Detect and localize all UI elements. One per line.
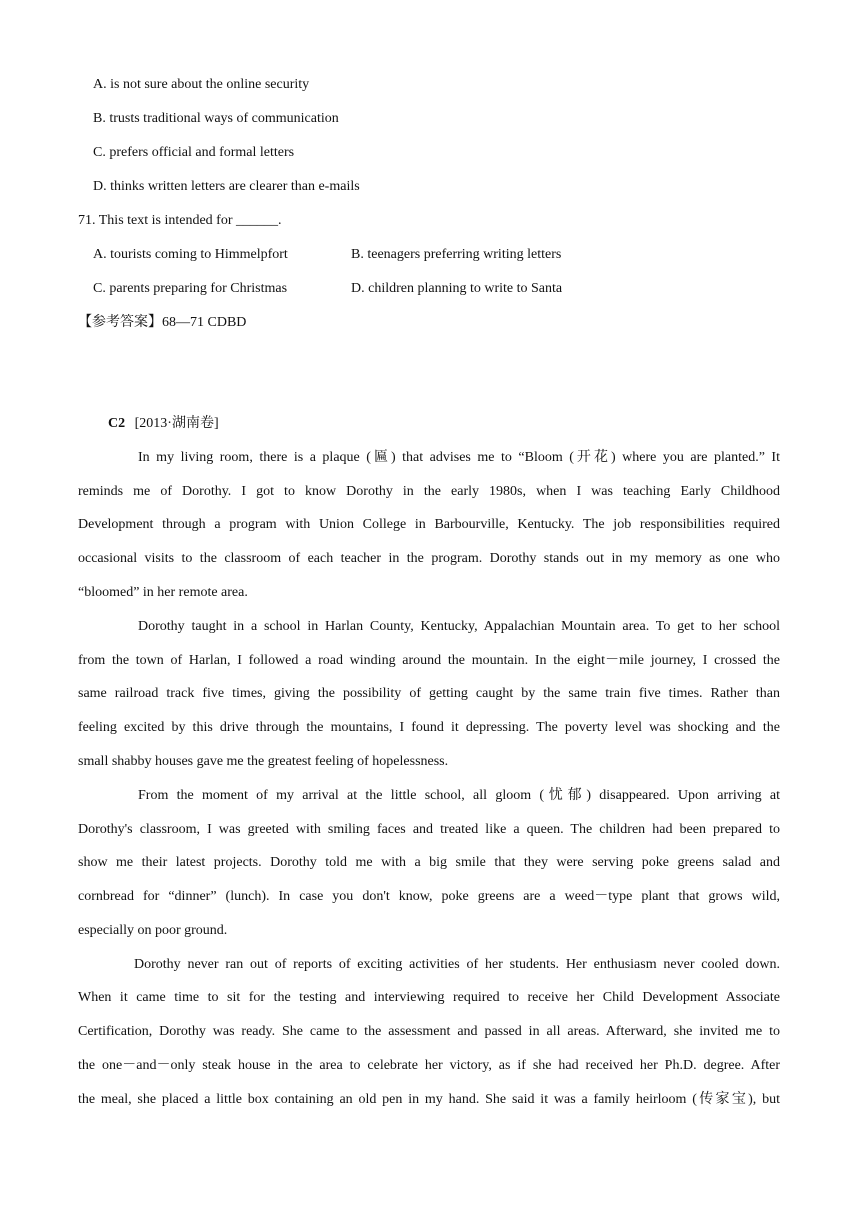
paragraph-2-line-5: small shabby houses gave me the greatest feeling of hopelessness. [78,754,449,769]
option-b: B. trusts traditional ways of communication [93,111,339,126]
option-c: C. prefers official and formal letters [93,145,295,160]
paragraph-1-line-2: reminds me of Dorothy. I got to know Dorothy in the early 1980s, when I was teaching Early Childhood [78,484,780,499]
option-a: A. is not sure about the online security [93,77,310,92]
paragraph-3-line-3: show me their latest projects. Dorothy told me with a big smile that they were serving poke greens salad and [78,855,780,870]
paragraph-3-line-2: Dorothy's classroom, I was greeted with smiling faces and treated like a queen. The children had been prepared to [78,822,780,837]
section-heading [108,414,219,434]
section-source: [2013·湖南卷] [134,416,219,431]
paragraph-4-line-5: the meal, she placed a little box containing an old pen in my hand. She said it was a family heirloom (传家宝), but [78,1092,780,1107]
paragraph-4-line-4: the one－and－only steak house in the area to celebrate her victory, as if she had received her Ph.D. degree. After [78,1058,780,1073]
paragraph-1-line-4: occasional visits to the classroom of each teacher in the program. Dorothy stands out in my memory as one who [78,551,780,566]
question-71-option-c: C. parents preparing for Christmas [93,281,288,296]
paragraph-3-line-1: From the moment of my arrival at the little school, all gloom (忧郁) disappeared. Upon arriving at [138,788,780,803]
section-code: C2 [108,416,126,431]
paragraph-3-line-5: especially on poor ground. [78,923,228,938]
paragraph-4-line-3: Certification, Dorothy was ready. She came to the assessment and passed in all areas. Afterward, she invited me to [78,1024,780,1039]
paragraph-2-line-2: from the town of Harlan, I followed a road winding around the mountain. In the eight－mile journey, I crossed the [78,653,780,668]
question-71-option-b: B. teenagers preferring writing letters [351,247,562,262]
paragraph-2-line-4: feeling excited by this drive through the mountains, I found it depressing. The poverty level was shocking and the [78,720,780,735]
question-71-option-a: A. tourists coming to Himmelpfort [93,247,288,262]
paragraph-1-line-1: In my living room, there is a plaque (匾) that advises me to “Bloom (开花) where you are planted.” It [138,450,780,465]
paragraph-4-line-1: Dorothy never ran out of reports of exciting activities of her students. Her enthusiasm never cooled down. [134,957,780,972]
question-71-stem: 71. This text is intended for ______. [78,213,282,228]
paragraph-2-line-1: Dorothy taught in a school in Harlan County, Kentucky, Appalachian Mountain area. To get to her school [138,619,780,634]
question-71-option-d: D. children planning to write to Santa [351,281,563,296]
paragraph-2-line-3: same railroad track five times, giving the possibility of getting caught by the same train five times. Rather than [78,686,780,701]
paragraph-1-line-5: “bloomed” in her remote area. [78,585,248,600]
paragraph-4-line-2: When it came time to sit for the testing and interviewing required to receive her Child Development Associate [78,990,780,1005]
paragraph-3-line-4: cornbread for “dinner” (lunch). In case you don't know, poke greens are a weed－type plant that grows wild, [78,889,780,904]
paragraph-1-line-3: Development through a program with Union College in Barbourville, Kentucky. The job responsibilities required [78,517,780,532]
option-d: D. thinks written letters are clearer than e-mails [93,179,360,194]
answer-key: 【参考答案】68—71 CDBD [78,315,247,330]
